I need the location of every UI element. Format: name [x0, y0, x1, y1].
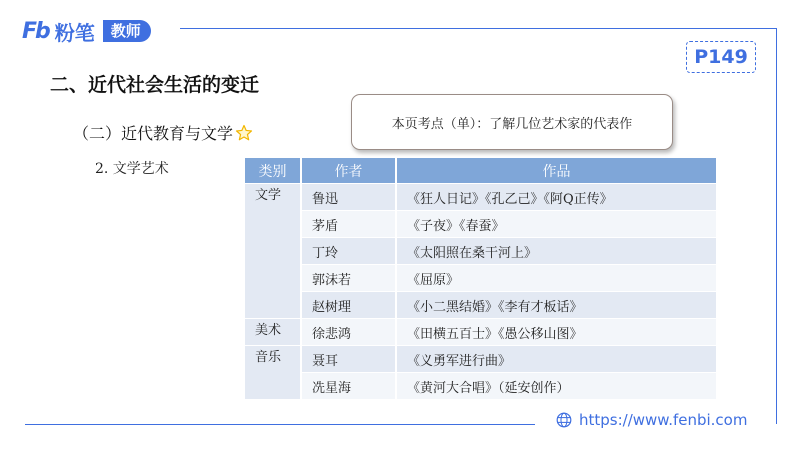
footer-url-text[interactable]: https://www.fenbi.com [579, 411, 748, 429]
table-row [245, 211, 716, 238]
category-cell: 音乐 [245, 346, 301, 400]
artists-works-table [245, 158, 716, 399]
star-icon [235, 124, 253, 142]
author-cell: 赵树理 [301, 292, 396, 319]
header-author: 作者 [301, 158, 396, 184]
frame-top-line [180, 28, 776, 29]
logo-tag: 教师 [103, 20, 151, 42]
header-category: 类别 [245, 158, 301, 184]
table-row [245, 292, 716, 319]
author-cell: 鲁迅 [301, 184, 396, 211]
works-cell: 《小二黑结婚》《李有才板话》 [396, 292, 716, 319]
author-cell: 冼星海 [301, 373, 396, 400]
subsection-heading-text: （二）近代教育与文学 [73, 124, 234, 143]
table-header-row [245, 158, 716, 184]
table-row [245, 184, 716, 211]
table-row [245, 319, 716, 346]
table-row [245, 346, 716, 373]
subsection-heading [73, 121, 253, 144]
works-cell: 《太阳照在桑干河上》 [396, 238, 716, 265]
logo-mark: Fb [22, 18, 49, 44]
works-cell: 《黄河大合唱》（延安创作） [396, 373, 716, 400]
header-works: 作品 [396, 158, 716, 184]
category-cell: 美术 [245, 319, 301, 346]
author-cell: 丁玲 [301, 238, 396, 265]
logo-main [18, 18, 101, 44]
frame-right-line [776, 28, 777, 424]
works-cell: 《狂人日记》《孔乙己》《阿Q正传》 [396, 184, 716, 211]
footer-url[interactable] [556, 411, 747, 429]
table-row [245, 373, 716, 400]
author-cell: 茅盾 [301, 211, 396, 238]
frame-bottom-line [25, 424, 535, 425]
globe-icon [556, 412, 572, 428]
exam-point-note [351, 94, 673, 150]
page-number-badge: P149 [686, 41, 756, 73]
works-cell: 《屈原》 [396, 265, 716, 292]
works-cell: 《田横五百士》《愚公移山图》 [396, 319, 716, 346]
section-heading: 二、近代社会生活的变迁 [50, 74, 260, 96]
works-cell: 《子夜》《春蚕》 [396, 211, 716, 238]
works-cell: 《义勇军进行曲》 [396, 346, 716, 373]
exam-point-text: 本页考点（单）：了解几位艺术家的代表作 [391, 116, 633, 132]
logo-text: 粉笔 [54, 20, 95, 45]
author-cell: 聂耳 [301, 346, 396, 373]
table-row [245, 238, 716, 265]
topic-heading: 2. 文学艺术 [95, 161, 169, 177]
author-cell: 徐悲鸿 [301, 319, 396, 346]
category-cell: 文学 [245, 184, 301, 319]
author-cell: 郭沫若 [301, 265, 396, 292]
table-row [245, 265, 716, 292]
fenbi-logo [18, 18, 151, 44]
